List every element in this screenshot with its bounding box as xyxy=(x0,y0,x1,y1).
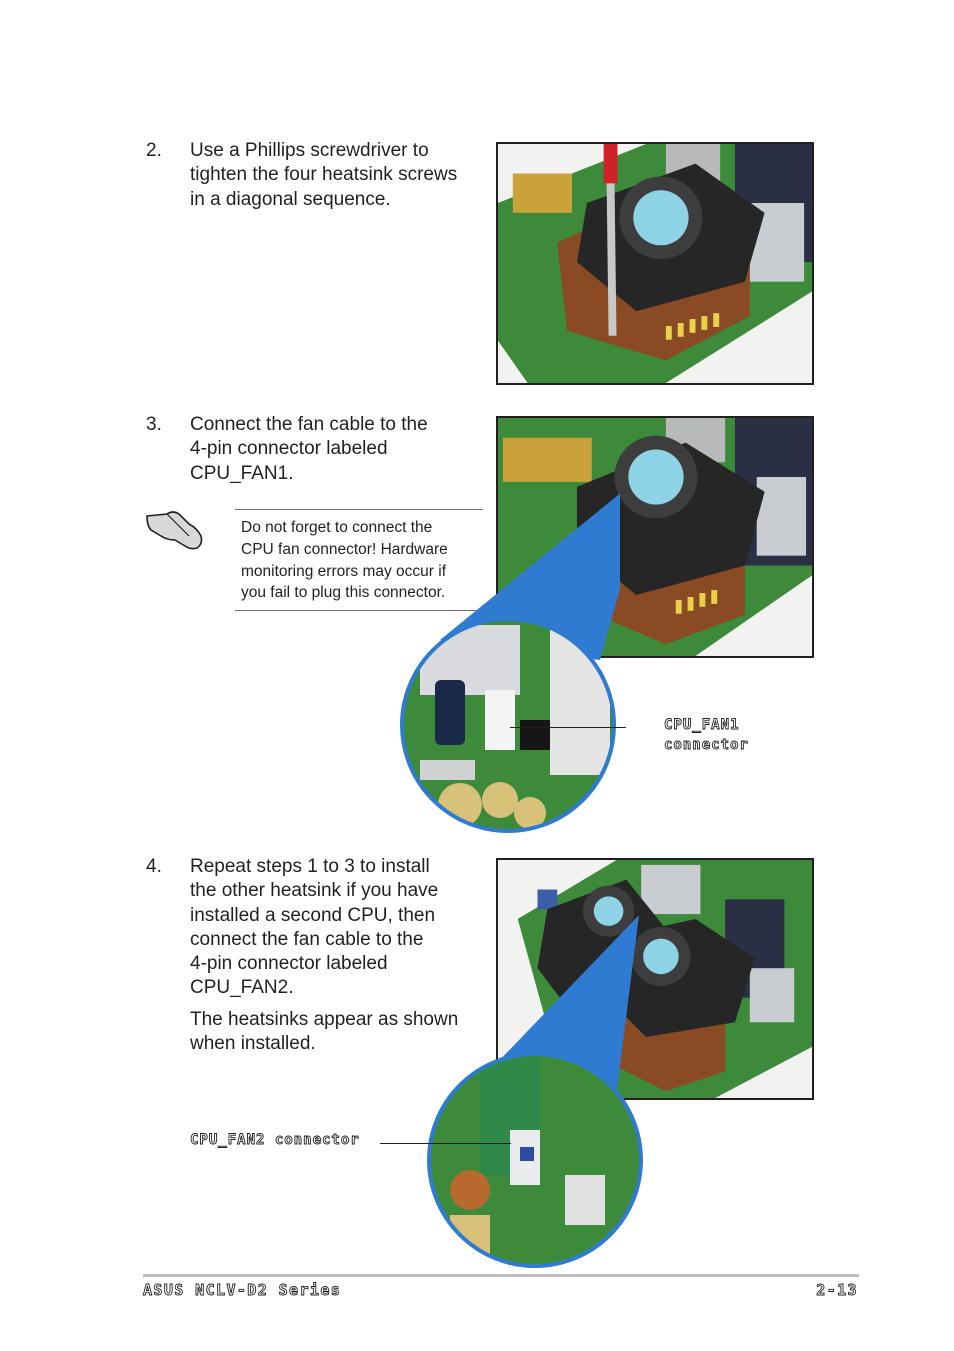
leader-line-cpu-fan2 xyxy=(380,1143,511,1144)
zoom-callout-cpu-fan1 xyxy=(400,455,620,835)
cpu-fan1-label: CPU_FAN1 connector xyxy=(664,717,749,753)
footer-product-name: ASUS NCLV-D2 Series xyxy=(143,1281,342,1299)
zoom-callout-cpu-fan2 xyxy=(425,915,645,1270)
pointing-hand-icon xyxy=(145,506,205,552)
photo-screwdriver-heatsink xyxy=(496,142,814,385)
step-number: 2. xyxy=(146,140,162,161)
step-text: Use a Phillips screwdriver to tighten the four heatsink screws in a diagonal sequence. xyxy=(190,140,458,210)
cpu-fan2-label: CPU_FAN2 connector xyxy=(190,1132,360,1148)
step-text: Connect the fan cable to the 4-pin connector labeled CPU_FAN1. xyxy=(190,414,428,484)
step-text: Repeat steps 1 to 3 to install the other heatsink if you have installed a second CPU, then connect the fan cable to the 4-pin connector labeled CPU_FAN2. The heatsinks appear as shown when installed. xyxy=(190,856,459,1055)
note-text: Do not forget to connect the CPU fan connector! Hardware monitoring errors may occur if you fail to plug this connector. xyxy=(241,519,448,602)
step-number: 4. xyxy=(146,856,162,877)
step-number: 3. xyxy=(146,414,162,435)
leader-line-cpu-fan1 xyxy=(510,727,626,728)
footer-rule xyxy=(143,1274,859,1277)
footer-page-number: 2-13 xyxy=(816,1281,858,1299)
